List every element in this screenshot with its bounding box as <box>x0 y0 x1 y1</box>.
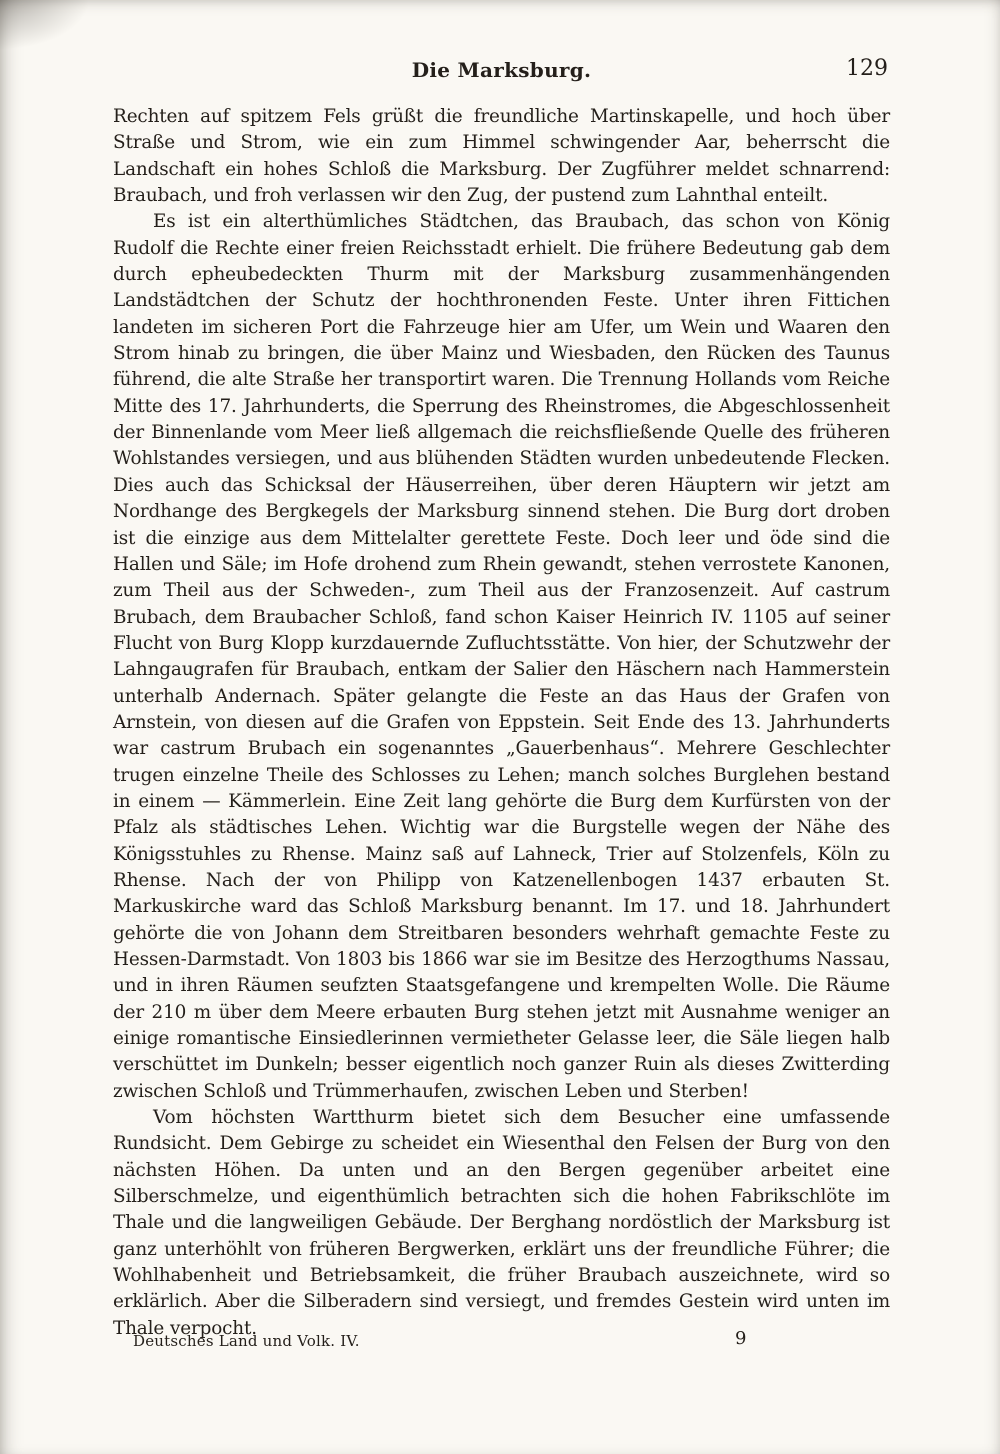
body-text <box>113 104 890 1342</box>
footer-series-title: Deutsches Land und Volk. IV. <box>133 1332 360 1350</box>
running-title: Die Marksburg. <box>411 58 592 82</box>
page-number: 129 <box>846 56 888 81</box>
page-header <box>113 58 890 92</box>
signature-number: 9 <box>735 1328 747 1349</box>
body-paragraph-3: Vom höchsten Wartthurm bietet sich dem Besucher eine umfassende Rundsicht. Dem Gebirge zu scheidet ein Wiesenthal den Felsen der Burg von den nächsten Höhen. Da unten und an den Bergen gegenüber arbeitet eine Silberschmelze, und eigenthümlich betrachten sich die hohen Fabrikschlöte im Thale und die langweiligen Gebäude. Der Berghang nordöstlich der Marksburg ist ganz unterhöhlt von früheren Bergwerken, erklärt uns der freundliche Führer; die Wohlhabenheit und Betriebsamkeit, die früher Braubach auszeichnete, wird so erklärlich. Aber die Silberadern sind versiegt, und fremdes Gestein wird unten im Thale verpocht. <box>113 1107 890 1339</box>
body-paragraph-2: Es ist ein alterthümliches Städtchen, das Braubach, das schon von König Rudolf die Rechte einer freien Reichsstadt erhielt. Die frühere Bedeutung gab dem durch epheubedeckten Thurm mit der Marksburg zusammenhängenden Landstädtchen der Schutz der hochthronenden Feste. Unter ihren Fittichen landeten im sicheren Port die Fahrzeuge hier am Ufer, um Wein und Waaren den Strom hinab zu bringen, die über Mainz und Wiesbaden, den Rücken des Taunus führend, die alte Straße her transportirt waren. Die Trennung Hollands vom Reiche Mitte des 17. Jahrhunderts, die Sperrung des Rheinstromes, die Abgeschlossenheit der Binnenlande vom Meer ließ allgemach die reichsfließende Quelle des früheren Wohlstandes versiegen, und aus blühenden Städten wurden unbedeutende Flecken. Dies auch das Schicksal der Häuserreihen, über deren Häuptern wir jetzt am Nordhange des Bergkegels der Marksburg sinnend stehen. Die Burg dort droben ist die einzige aus dem Mittelalter gerettete Feste. Doch leer und öde sind die Hallen und Säle; im Hofe drohend zum Rhein gewandt, stehen verrostete Kanonen, zum Theil aus der Schweden-, zum Theil aus der Franzosenzeit. Auf castrum Brubach, dem Braubacher Schloß, fand schon Kaiser Heinrich IV. 1105 auf seiner Flucht von Burg Klopp kurzdauernde Zufluchtsstätte. Von hier, der Schutzwehr der Lahngaugrafen für Braubach, entkam der Salier den Häschern nach Hammerstein unterhalb Andernach. Später gelangte die Feste an das Haus der Grafen von Arnstein, von diesen auf die Grafen von Eppstein. Seit Ende des 13. Jahrhunderts war castrum Brubach ein sogenanntes „Gauerbenhaus“. Mehrere Geschlechter trugen einzelne Theile des Schlosses zu Lehen; manch solches Burglehen bestand in einem — Kämmerlein. Eine Zeit lang gehörte die Burg dem Kurfürsten von der Pfalz als städtisches Lehen. Wichtig war die Burgstelle wegen der Nähe des Königsstuhles zu Rhense. Mainz saß auf Lahneck, Trier auf Stolzenfels, Köln zu Rhense. Nach der von Philipp von Katzenellenbogen 1437 erbauten St. Markuskirche ward das Schloß Marksburg benannt. Im 17. und 18. Jahrhundert gehörte die von Johann dem Streitbaren besonders wehrhaft gemachte Feste zu Hessen-Darmstadt. Von 1803 bis 1866 war sie im Besitze des Herzogthums Nassau, und in ihren Räumen seufzten Staatsgefangene und krempelten Wolle. Die Räume der 210 m über dem Meere erbauten Burg stehen jetzt mit Ausnahme weniger an einige romantische Einsiedlerinnen vermietheter Gelasse leer, die Säle liegen halb verschüttet im Dunkeln; besser eigentlich noch ganzer Ruin als dieses Zwitterding zwischen Schloß und Trümmerhaufen, zwischen Leben und Sterben! <box>113 211 890 1102</box>
page-content <box>113 58 890 1342</box>
body-paragraph-1: Rechten auf spitzem Fels grüßt die freundliche Martinskapelle, und hoch über Straße und Strom, wie ein zum Himmel schwingender Aar, beherrscht die Landschaft ein hohes Schloß die Marksburg. Der Zugführer meldet schnarrend: Braubach, und froh verlassen wir den Zug, der pustend zum Lahnthal enteilt. <box>113 106 890 207</box>
page-footer <box>113 1328 890 1354</box>
